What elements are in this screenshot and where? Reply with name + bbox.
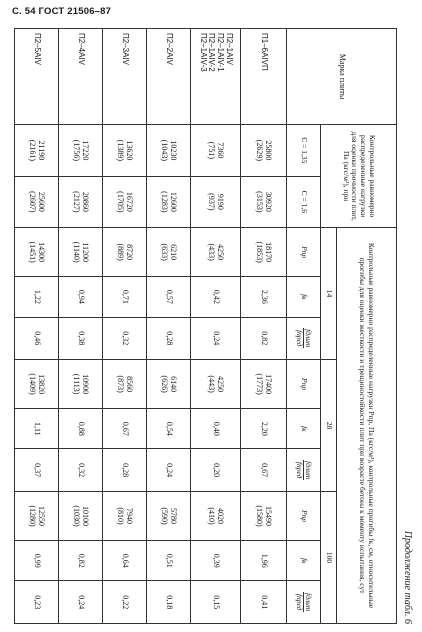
value-pa: 17220 [81, 140, 91, 161]
f-label: fк [299, 294, 309, 300]
cell-p-100 [59, 491, 103, 540]
value-pa: 25600 [37, 191, 47, 212]
cell-mark [147, 29, 191, 125]
value-kgs: (626) [160, 375, 170, 393]
value-pa: 17400 [264, 374, 274, 395]
value-kgs: (937) [207, 193, 217, 211]
cell-ratio-28: 0,24 [147, 449, 191, 491]
cell-load-c16 [241, 176, 287, 227]
cell-load-c135 [191, 125, 241, 176]
cell-ratio-100: 0,15 [191, 581, 241, 624]
cell-p-100 [15, 491, 59, 540]
cell-ratio-28: 0,67 [241, 449, 287, 491]
value-pa: 13620 [125, 140, 135, 161]
column-header-age-14: 14 [321, 228, 337, 360]
cell-ratio-100: 0,41 [241, 581, 287, 624]
cell-f-14: 0,57 [147, 277, 191, 317]
mark-line: П2–2АIV [164, 33, 174, 65]
value-kgs: (1773) [255, 373, 265, 395]
value-pa: 6140 [169, 376, 179, 393]
value-kgs: (2607) [28, 191, 38, 213]
table-row [59, 29, 103, 624]
ratio-denominator: fпред [295, 593, 304, 611]
value-pa: 4250 [216, 244, 226, 261]
value-pa: 8720 [125, 244, 135, 261]
value-pa: 4020 [216, 508, 226, 525]
cell-ratio-14: 0,24 [191, 317, 241, 359]
value-kgs: (1043) [160, 139, 170, 162]
value-pa: 5780 [169, 508, 179, 525]
value-pa: 14300 [37, 242, 47, 263]
value-kgs: (443) [207, 375, 217, 393]
cell-f-14: 0,71 [103, 277, 147, 317]
cell-ratio-28: 0,32 [59, 449, 103, 491]
cell-ratio-100: 0,23 [15, 581, 59, 624]
table-row [15, 29, 59, 624]
cell-f-28: 0,40 [191, 409, 241, 449]
value-pa: 15490 [264, 506, 274, 527]
ratio-numerator: fдлит [304, 593, 314, 612]
column-header-load-group: Контрольные равномерно распределенные нагрузки для оценки прочности плит, Па (кгс/м²), при [321, 125, 397, 228]
cell-p-100 [191, 491, 241, 540]
cell-f-100: 0,51 [147, 541, 191, 581]
value-kgs: (1113) [72, 373, 82, 395]
cell-mark [191, 29, 241, 125]
cell-f-14: 0,42 [191, 277, 241, 317]
table-body [15, 29, 287, 624]
column-header-f-100 [287, 541, 321, 581]
cell-f-28: 1,11 [15, 409, 59, 449]
ratio-numerator: fдлит [304, 329, 314, 348]
ratio-fraction [295, 328, 313, 348]
value-pa: 10900 [81, 374, 91, 395]
cell-ratio-14: 0,82 [241, 317, 287, 359]
value-kgs: (1853) [255, 241, 265, 263]
cell-p-14 [241, 228, 287, 277]
value-pa: 4250 [216, 376, 226, 393]
mark-line: П2–1АIV-3 [198, 33, 208, 72]
value-pa: 10230 [169, 140, 179, 161]
table-continuation-label: Продолжение табл. 6 [402, 530, 413, 624]
value-kgs: (410) [207, 507, 217, 525]
ratio-denominator: fпред [295, 329, 304, 347]
table-row [191, 29, 241, 624]
column-header-age-100: 100 [321, 491, 337, 623]
cell-mark [103, 29, 147, 125]
cell-p-28 [147, 359, 191, 408]
value-kgs: (3153) [255, 191, 265, 213]
value-pa: 30920 [264, 191, 274, 212]
value-kgs: (1409) [28, 373, 38, 395]
ratio-fraction [295, 592, 313, 612]
value-pa: 21190 [37, 140, 47, 161]
cell-f-14: 1,22 [15, 277, 59, 317]
cell-f-28: 0,67 [103, 409, 147, 449]
column-header-p-28 [287, 359, 321, 408]
mark-line: П2–3АIV [120, 33, 130, 65]
cell-p-28 [59, 359, 103, 408]
cell-ratio-100: 0,18 [147, 581, 191, 624]
ratio-numerator: fдлит [304, 461, 314, 480]
value-pa: 12600 [169, 191, 179, 212]
cell-ratio-100: 0,24 [59, 581, 103, 624]
column-header-ratio-28 [287, 449, 321, 491]
cell-p-14 [191, 228, 241, 277]
p-label: Pпр [299, 378, 309, 391]
value-kgs: (433) [207, 243, 217, 261]
value-pa: 8560 [125, 376, 135, 393]
ratio-fraction [295, 460, 313, 480]
value-kgs: (590) [160, 507, 170, 525]
f-label: fк [299, 557, 309, 564]
cell-load-c135 [103, 125, 147, 176]
column-header-c16: C = 1,6 [287, 176, 321, 227]
cell-load-c16 [103, 176, 147, 227]
cell-ratio-14: 0,46 [15, 317, 59, 359]
cell-f-28: 2,20 [241, 409, 287, 449]
cell-p-28 [103, 359, 147, 408]
value-kgs: (1283) [160, 191, 170, 213]
cell-ratio-14: 0,38 [59, 317, 103, 359]
value-kgs: (633) [160, 243, 170, 261]
value-kgs: (1756) [72, 139, 82, 162]
value-kgs: (2629) [255, 139, 265, 162]
column-header-age-28: 28 [321, 359, 337, 491]
column-header-f-28 [287, 409, 321, 449]
column-header-mark: Марка плиты [287, 29, 397, 125]
cell-p-28 [241, 359, 287, 408]
cell-load-c135 [59, 125, 103, 176]
cell-mark [59, 29, 103, 125]
cell-f-28: 0,88 [59, 409, 103, 449]
mark-line: П2–1АIV [225, 33, 235, 65]
cell-f-28: 0,54 [147, 409, 191, 449]
cell-f-14: 2,36 [241, 277, 287, 317]
cell-mark [241, 29, 287, 125]
cell-p-14 [103, 228, 147, 277]
value-kgs: (1140) [72, 241, 82, 263]
cell-load-c16 [191, 176, 241, 227]
value-pa: 10100 [81, 506, 91, 527]
cell-p-100 [103, 491, 147, 540]
value-kgs: (889) [116, 243, 126, 261]
mark-line: П2–1АIV-2 [207, 33, 217, 72]
cell-load-c135 [241, 125, 287, 176]
cell-load-c16 [147, 176, 191, 227]
rotated-table-area [28, 28, 415, 624]
cell-f-100: 0,82 [59, 541, 103, 581]
p-label: Pпр [299, 509, 309, 523]
mark-line: П2–1АIV-1 [216, 33, 226, 72]
cell-f-100: 0,39 [191, 541, 241, 581]
column-header-c135: C = 1,35 [287, 125, 321, 176]
value-kgs: (1389) [116, 139, 126, 162]
value-kgs: (1705) [116, 191, 126, 213]
cell-f-100: 1,96 [241, 541, 287, 581]
column-header-p-14 [287, 228, 321, 277]
cell-load-c135 [147, 125, 191, 176]
value-kgs: (1451) [28, 241, 38, 263]
value-kgs: (810) [116, 507, 126, 525]
cell-p-100 [241, 491, 287, 540]
cell-load-c135 [15, 125, 59, 176]
value-pa: 7360 [216, 142, 226, 159]
value-kgs: (1580) [255, 505, 265, 527]
cell-ratio-14: 0,32 [103, 317, 147, 359]
mark-line: П2–5АIV [32, 33, 42, 65]
value-pa: 12550 [37, 506, 47, 527]
table-row [147, 29, 191, 624]
value-pa: 18170 [264, 242, 274, 263]
cell-p-14 [59, 228, 103, 277]
column-header-f-14 [287, 277, 321, 317]
column-header-ratio-100 [287, 581, 321, 624]
value-kgs: (1030) [72, 505, 82, 527]
value-kgs: (873) [116, 375, 126, 393]
cell-mark [15, 29, 59, 125]
mark-line: П1–6АIVП [259, 33, 269, 71]
cell-p-100 [147, 491, 191, 540]
cell-f-14: 0,94 [59, 277, 103, 317]
table-row [241, 29, 287, 624]
cell-ratio-14: 0,28 [147, 317, 191, 359]
value-kgs: (1280) [28, 505, 38, 527]
value-pa: 13820 [37, 374, 47, 395]
cell-ratio-100: 0,22 [103, 581, 147, 624]
ratio-denominator: fпред [295, 461, 304, 479]
value-pa: 11200 [81, 242, 91, 262]
cell-p-28 [15, 359, 59, 408]
cell-f-100: 0,99 [15, 541, 59, 581]
page-header: С. 54 ГОСТ 21506–87 [12, 6, 112, 17]
value-pa: 9190 [216, 193, 226, 210]
table-row [103, 29, 147, 624]
value-pa: 7940 [125, 508, 135, 525]
column-header-right-group: Контрольные равномерно распределенные нагрузки Pпр, Па (кгс/м²), контрольные прогибы fк, см, относительные прогибы для оценки жесткости и трещиностойкости плит при возрасте бетона к моменту испытания, сут [337, 228, 397, 624]
value-kgs: (751) [207, 141, 217, 160]
cell-f-100: 0,64 [103, 541, 147, 581]
value-pa: 25800 [264, 140, 274, 161]
column-header-p-100 [287, 491, 321, 540]
cell-p-14 [15, 228, 59, 277]
value-kgs: (2161) [28, 139, 38, 162]
data-table [14, 28, 397, 624]
value-pa: 16720 [125, 191, 135, 212]
value-pa: 6210 [169, 244, 179, 261]
cell-load-c16 [59, 176, 103, 227]
cell-p-28 [191, 359, 241, 408]
cell-p-14 [147, 228, 191, 277]
f-label: fк [299, 426, 309, 432]
column-header-ratio-14 [287, 317, 321, 359]
cell-load-c16 [15, 176, 59, 227]
cell-ratio-28: 0,20 [191, 449, 241, 491]
mark-line: П2–4АIV [76, 33, 86, 65]
cell-ratio-28: 0,28 [103, 449, 147, 491]
cell-ratio-28: 0,37 [15, 449, 59, 491]
value-pa: 20860 [81, 191, 91, 212]
value-kgs: (2127) [72, 191, 82, 213]
p-label: Pпр [299, 246, 309, 259]
